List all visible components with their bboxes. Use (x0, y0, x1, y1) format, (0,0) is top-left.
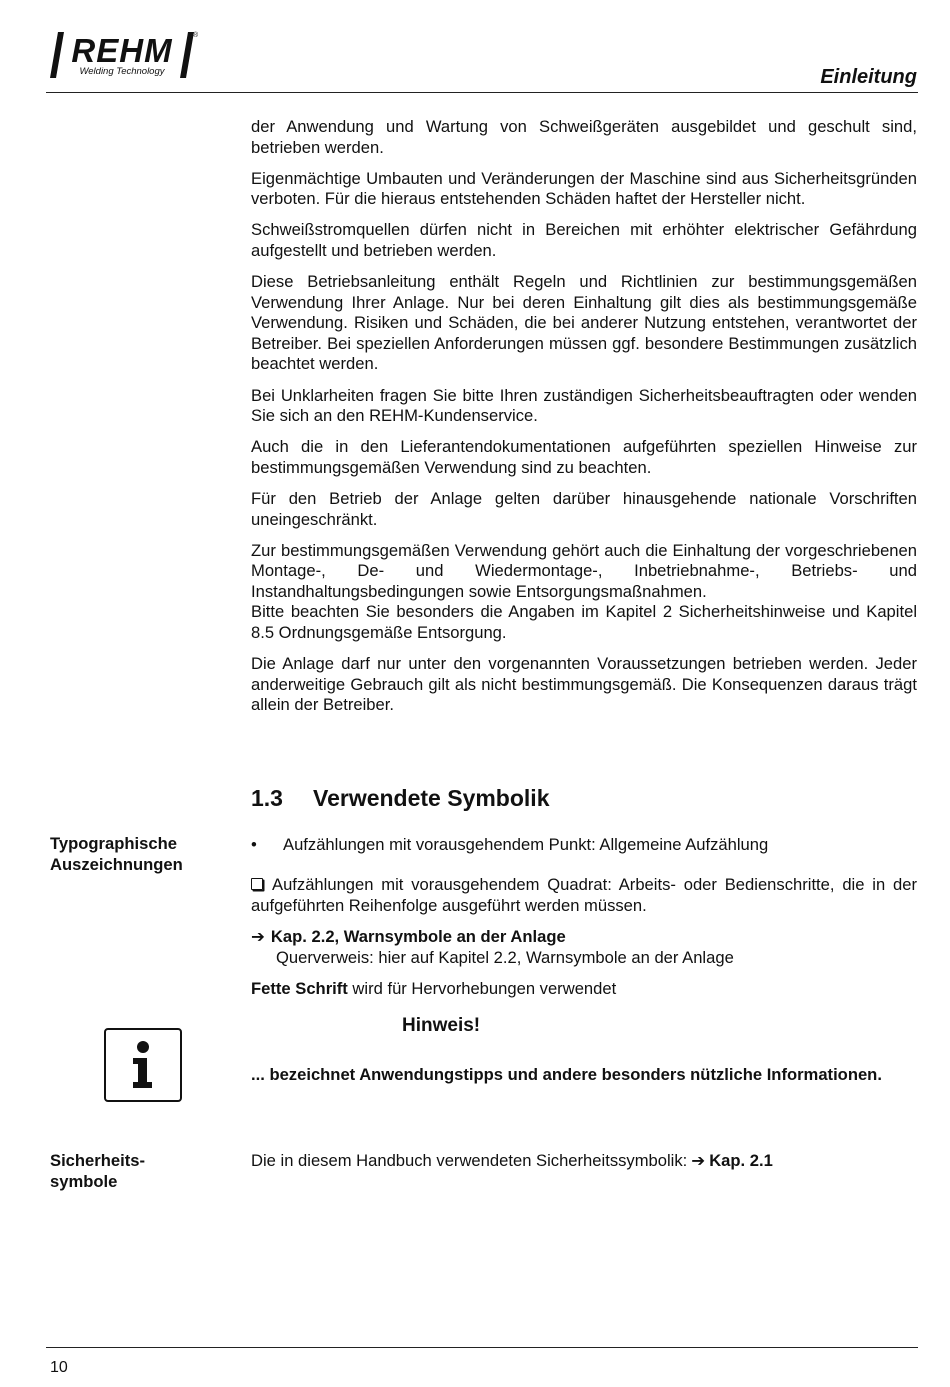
bold-label: Fette Schrift (251, 979, 348, 998)
side-label-line: Sicherheits- (50, 1151, 145, 1170)
paragraph: Eigenmächtige Umbauten und Veränderungen der Maschine sind aus Sicherheitsgründen verboten. Für die hieraus entstehenden Schäden haftet der Hersteller nicht. (251, 168, 917, 209)
rehm-logo (48, 28, 199, 80)
arrow-right-icon: ➔ (691, 1151, 706, 1170)
bold-example (251, 979, 616, 999)
paragraph: der Anwendung und Wartung von Schweißgeräten ausgebildet und geschult sind, betrieben werden. (251, 117, 917, 157)
square-example (251, 875, 917, 916)
side-label-line: Typographische (50, 834, 177, 853)
arrow-right-icon: ➔ (251, 927, 265, 946)
paragraph: Bei Unklarheiten fragen Sie bitte Ihren zuständigen Sicherheitsbeauftragten oder wenden Sie sich an den REHM-Kundenservice. (251, 385, 917, 426)
use-line-1: Zur bestimmungsgemäßen Verwendung gehört auch die Einhaltung der vorgeschriebenen Montage-, De- und Wiedermontage-, Inbetriebnahme-, Betriebs- und Instandhaltungsbedingungen sowie Entsorgungsmaßnahmen. (251, 540, 917, 601)
use-paragraph (251, 541, 917, 644)
side-label-line: Auszeichnungen (50, 854, 183, 874)
bold-rest: wird für Hervorhebungen verwendet (347, 979, 617, 998)
note-text: ... bezeichnet Anwendungstipps und andere besonders nützliche Informationen. (251, 1065, 882, 1084)
safety-reference (251, 1151, 773, 1171)
logo-registered: ® (193, 32, 199, 39)
info-icon (104, 1028, 182, 1102)
side-label-safety (50, 1151, 145, 1192)
section-title: Einleitung (820, 66, 917, 88)
logo-brand: REHM (71, 32, 173, 69)
safety-ref-link[interactable]: Kap. 2.1 (709, 1151, 773, 1170)
paragraph: Für den Betrieb der Anlage gelten darüber hinausgehende nationale Vorschriften uneingeschränkt. (251, 488, 917, 529)
side-label-line: symbole (50, 1171, 118, 1191)
section-number: 1.3 (251, 785, 283, 811)
section-heading (251, 785, 549, 812)
page-number: 10 (50, 1359, 68, 1376)
paragraph: Auch die in den Lieferantendokumentationen aufgeführten speziellen Hinweise zur bestimmungsgemäßen Verwendung sind zu beachten. (251, 437, 917, 477)
paragraph: Diese Betriebsanleitung enthält Regeln und Richtlinien zur bestimmungsgemäßen Verwendung Ihrer Anlage. Nur bei deren Einhaltung gilt dies als bestimmungsgemäße Verwendung. Risiken und Schäden, die bei anderer Nutzung entstehen, verantwortet der Betreiber. Bei speziellen Anforderungen müssen ggf. besondere Bestimmungen zusätzlich beachtet werden. (251, 272, 917, 374)
cross-reference-example (251, 927, 734, 968)
note-title: Hinweis! (402, 1015, 481, 1036)
bullet-dot: • (251, 835, 257, 854)
final-paragraph: Die Anlage darf nur unter den vorgenannten Voraussetzungen betrieben werden. Jeder anderweitige Gebrauch gilt als nicht bestimmungsgemäß. Die Konsequenzen daraus trägt allein der Betreiber. (251, 654, 917, 715)
logo-tagline: Welding Technology (79, 66, 165, 77)
xref-head[interactable]: Kap. 2.2, Warnsymbole an der Anlage (270, 927, 566, 946)
bullet-example (251, 835, 768, 855)
square-text: Aufzählungen mit vorausgehendem Quadrat: Arbeits- oder Bedienschritte, die in der aufgeführten Reihenfolge ausgeführt werden müssen. (251, 875, 917, 915)
paragraph: Schweißstromquellen dürfen nicht in Bereichen mit erhöhter elektrischer Gefährdung aufgestellt und betrieben werden. (251, 220, 917, 260)
xref-desc: Querverweis: hier auf Kapitel 2.2, Warnsymbole an der Anlage (276, 947, 734, 967)
intro-text (251, 117, 917, 726)
safety-text: Die in diesem Handbuch verwendeten Sicherheitssymbolik: (251, 1151, 688, 1170)
side-label-typography (50, 834, 183, 875)
section-heading-title: Verwendete Symbolik (313, 785, 550, 811)
bullet-text: Aufzählungen mit vorausgehendem Punkt: Allgemeine Aufzählung (283, 835, 769, 854)
footer-rule (46, 1347, 918, 1348)
header-rule (46, 92, 918, 93)
checkbox-square-icon (251, 878, 263, 890)
use-line-2: Bitte beachten Sie besonders die Angaben im Kapitel 2 Sicherheitshinweise und Kapitel 8.5 Ordnungsgemäße Entsorgung. (251, 602, 917, 642)
